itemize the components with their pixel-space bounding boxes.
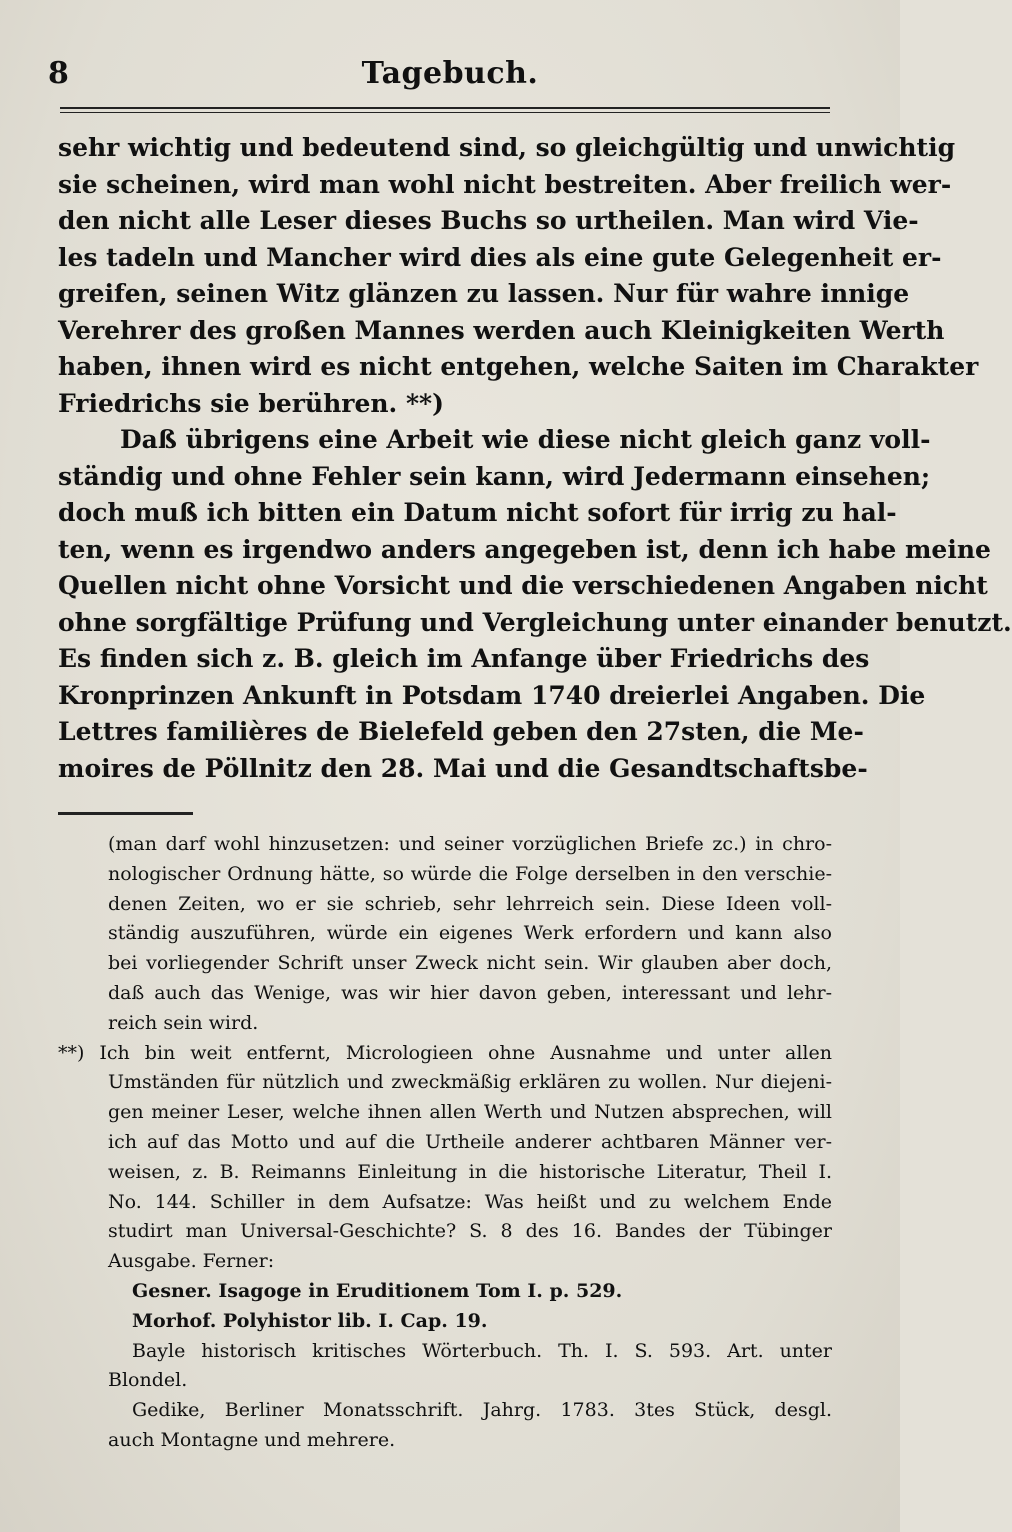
running-title: Tagebuch.: [361, 56, 539, 91]
text-line: sie scheinen, wird man wohl nicht bestreiten. Aber freilich wer-: [58, 169, 952, 199]
footnote-line: studirt man Universal-Geschichte? S. 8 des 16. Bandes der Tübinger: [108, 1220, 832, 1243]
reference-item: Gedike, Berliner Monatsschrift. Jahrg. 1783. 3tes Stück, desgl.: [132, 1399, 832, 1422]
reference-item: Morhof. Polyhistor lib. I. Cap. 19.: [132, 1309, 488, 1332]
text-line: haben, ihnen wird es nicht entgehen, welche Saiten im Charakter: [58, 352, 979, 381]
reference-item: Bayle historisch kritisches Wörterbuch. Th. I. S. 593. Art. unter: [132, 1339, 832, 1362]
text-line: Friedrichs sie berühren. **): [58, 388, 444, 418]
text-line: les tadeln und Mancher wird dies als eine gute Gelegenheit er-: [58, 242, 942, 272]
footnote-line: weisen, z. B. Reimanns Einleitung in die historische Literatur, Theil I.: [108, 1160, 832, 1183]
footnote-line: nologischer Ordnung hätte, so würde die Folge derselben in den verschie-: [108, 862, 832, 885]
footnote-line: daß auch das Wenige, was wir hier davon geben, interessant und lehr-: [108, 981, 832, 1004]
footnote-line: denen Zeiten, wo er sie schrieb, sehr lehrreich sein. Diese Ideen voll-: [108, 892, 832, 915]
running-head: [0, 48, 900, 98]
text-line: doch muß ich bitten ein Datum nicht sofort für irrig zu hal-: [58, 498, 897, 527]
footnote-line: Ausgabe. Ferner:: [108, 1250, 275, 1273]
page-number: 8: [48, 56, 69, 91]
text-line: Kronprinzen Ankunft in Potsdam 1740 dreierlei Angaben. Die: [58, 680, 926, 710]
footnote-line: ständig auszuführen, würde ein eigenes Werk erfordern und kann also: [108, 922, 832, 945]
footnote-line: reich sein wird.: [108, 1011, 259, 1034]
text-line: sehr wichtig und bedeutend sind, so gleichgültig und unwichtig: [58, 133, 956, 162]
text-line: ten, wenn es irgendwo anders angegeben ist, denn ich habe meine: [58, 534, 991, 564]
text-line: Daß übrigens eine Arbeit wie diese nicht gleich ganz voll-: [120, 425, 931, 454]
footnote-line: gen meiner Leser, welche ihnen allen Werth und Nutzen absprechen, will: [108, 1101, 832, 1124]
footnote-line: bei vorliegender Schrift unser Zweck nicht sein. Wir glauben aber doch,: [108, 952, 832, 975]
reference-item: Gesner. Isagoge in Eruditionem Tom I. p. 529.: [132, 1279, 623, 1302]
header-rule: [60, 107, 830, 113]
footnote-rule: [58, 812, 193, 815]
footnote-line: Umständen für nützlich und zweckmäßig erklären zu wollen. Nur diejeni-: [108, 1071, 832, 1094]
main-text: [58, 130, 1012, 787]
text-line: den nicht alle Leser dieses Buchs so urtheilen. Man wird Vie-: [58, 206, 919, 235]
text-line: moires de Pöllnitz den 28. Mai und die Gesandtschaftsbe-: [58, 753, 868, 783]
footnotes: [58, 830, 832, 1456]
text-line: Es finden sich z. B. gleich im Anfange über Friedrichs des: [58, 644, 870, 673]
text-line: ohne sorgfältige Prüfung und Vergleichung unter einander benutzt.: [58, 607, 1012, 637]
text-line: ständig und ohne Fehler sein kann, wird Jedermann einsehen;: [58, 461, 931, 491]
text-line: Verehrer des großen Mannes werden auch Kleinigkeiten Werth: [58, 315, 945, 345]
text-line: greifen, seinen Witz glänzen zu lassen. Nur für wahre innige: [58, 279, 910, 308]
footnote-line: No. 144. Schiller in dem Aufsatze: Was heißt und zu welchem Ende: [108, 1190, 832, 1213]
footnote-line: (man darf wohl hinzusetzen: und seiner vorzüglichen Briefe zc.) in chro-: [108, 833, 832, 855]
text-line: Quellen nicht ohne Vorsicht und die verschiedenen Angaben nicht: [58, 571, 988, 600]
footnote-line: ich auf das Motto und auf die Urtheile anderer achtbaren Männer ver-: [108, 1130, 832, 1153]
footnote-line: **) Ich bin weit entfernt, Micrologieen ohne Ausnahme und unter allen: [58, 1041, 832, 1064]
footnote-line: auch Montagne und mehrere.: [108, 1428, 396, 1451]
footnote-line: Blondel.: [108, 1369, 188, 1392]
text-line: Lettres familières de Bielefeld geben den 27sten, die Me-: [58, 717, 864, 746]
